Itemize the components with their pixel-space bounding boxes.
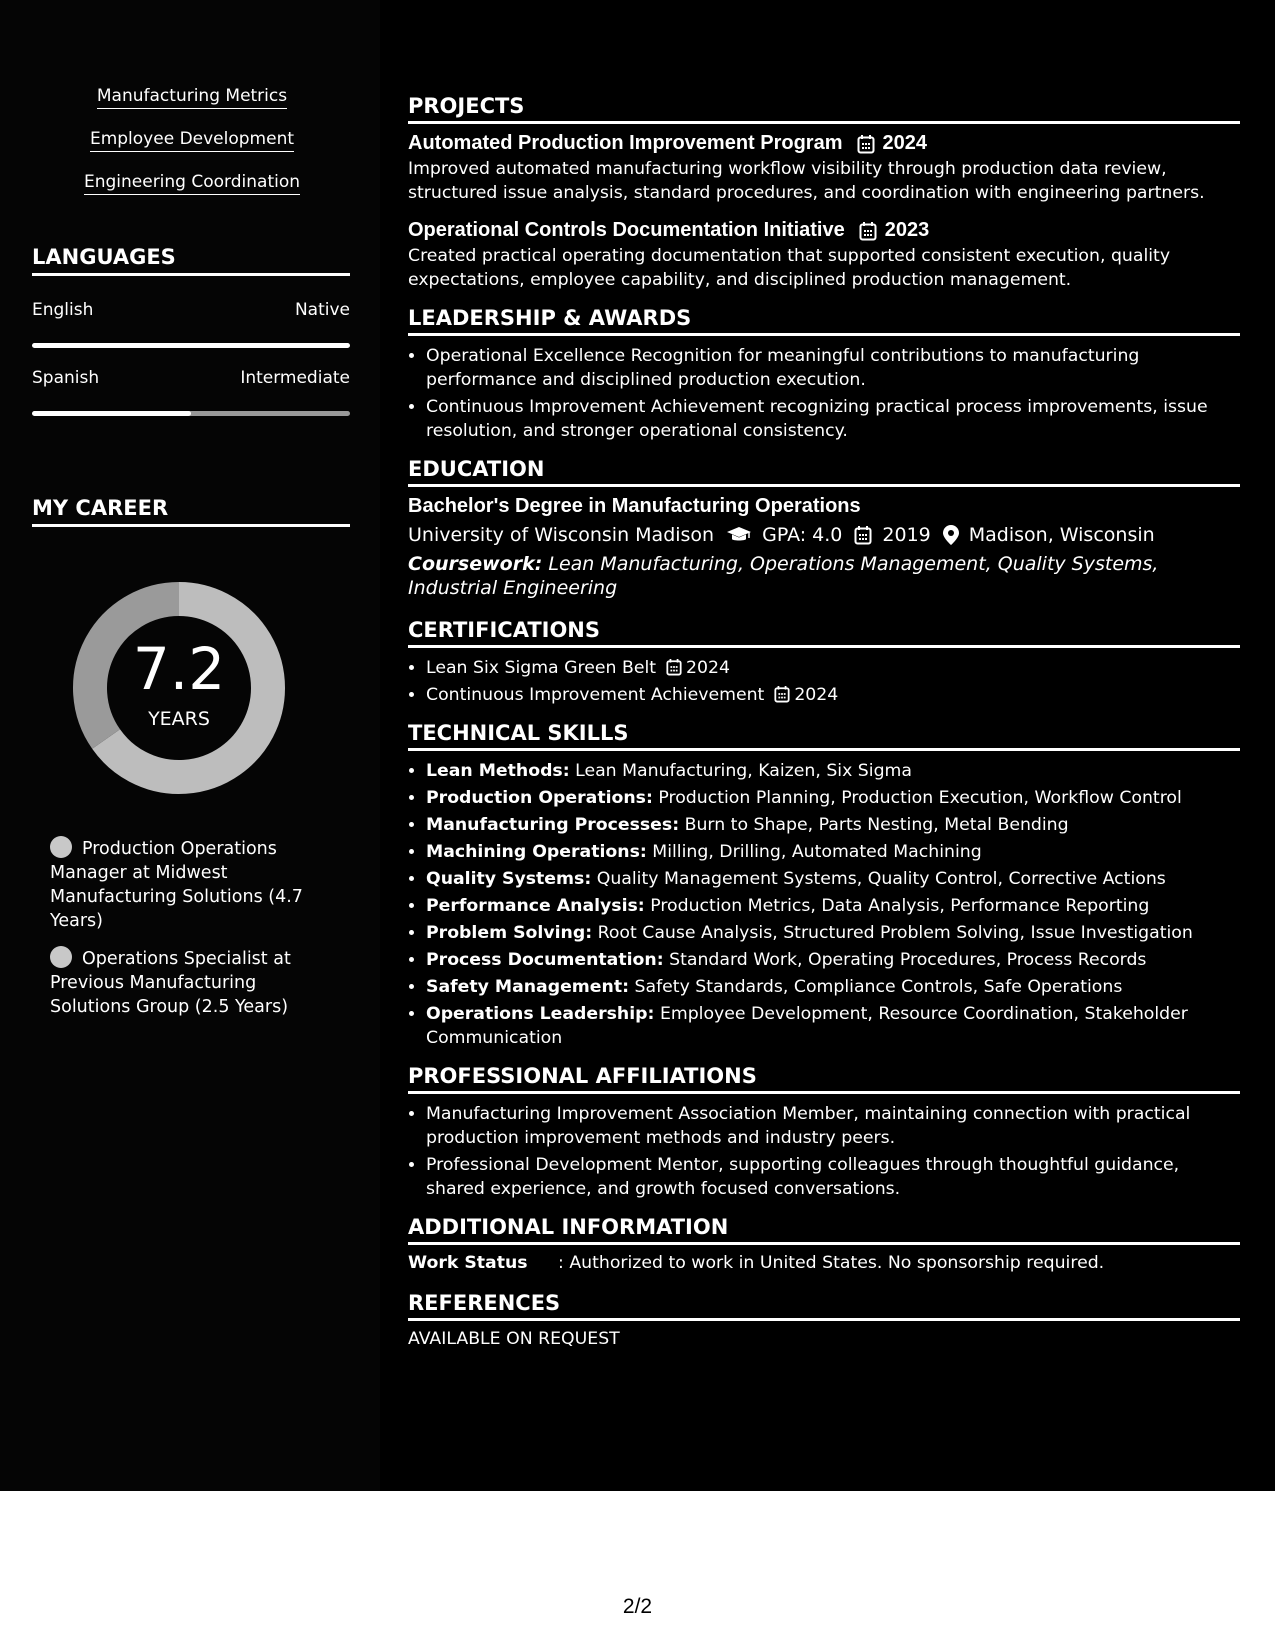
language-name: Spanish bbox=[32, 368, 100, 388]
skill-tag: Employee Development bbox=[90, 129, 294, 152]
references-heading: REFERENCES bbox=[408, 1291, 1240, 1321]
certification-year: 2024 bbox=[794, 685, 839, 705]
list-item bbox=[426, 1002, 1240, 1050]
list-item bbox=[426, 759, 1240, 783]
career-item bbox=[50, 836, 312, 933]
school-name: University of Wisconsin Madison bbox=[408, 524, 715, 546]
skill-values: Safety Standards, Compliance Controls, Safe Operations bbox=[634, 977, 1123, 997]
references-text: AVAILABLE ON REQUEST bbox=[408, 1329, 620, 1349]
language-row bbox=[32, 368, 350, 388]
skill-label: Lean Methods: bbox=[426, 761, 570, 781]
page-number: 2/2 bbox=[622, 1595, 653, 1618]
skill-values: Lean Manufacturing, Kaizen, Six Sigma bbox=[575, 761, 912, 781]
language-proficiency-bar bbox=[32, 411, 350, 416]
affiliations-list bbox=[408, 1102, 1240, 1201]
skill-label: Production Operations: bbox=[426, 788, 653, 808]
list-item: • Continuous Improvement Achievement recognizing practical process improvements, issue resolution, and stronger operational consistency. bbox=[426, 395, 1240, 443]
project-title: Automated Production Improvement Program bbox=[408, 132, 843, 154]
skill-label: Machining Operations: bbox=[426, 842, 647, 862]
map-pin-icon bbox=[943, 525, 959, 545]
list-item bbox=[426, 813, 1240, 837]
list-item bbox=[426, 683, 1240, 707]
certification-year: 2024 bbox=[686, 658, 731, 678]
leadership-list bbox=[408, 344, 1240, 443]
skill-values: Burn to Shape, Parts Nesting, Metal Bending bbox=[684, 815, 1069, 835]
coursework-list: Lean Manufacturing, Operations Management, Quality Systems, Industrial Engineering bbox=[408, 553, 1159, 599]
career-heading: MY CAREER bbox=[32, 496, 350, 527]
list-item bbox=[426, 840, 1240, 864]
career-item-text: Operations Specialist at Previous Manufacturing Solutions Group (2.5 Years) bbox=[50, 949, 291, 1017]
graduation-year: 2019 bbox=[882, 524, 931, 546]
language-row bbox=[32, 300, 350, 320]
language-level: Intermediate bbox=[240, 368, 350, 388]
project-year: 2023 bbox=[884, 219, 930, 241]
technical-skills-list bbox=[408, 759, 1240, 1050]
skill-label: Process Documentation: bbox=[426, 950, 664, 970]
work-status-row bbox=[408, 1253, 1240, 1273]
language-level: Native bbox=[294, 300, 350, 320]
skill-values: Milling, Drilling, Automated Machining bbox=[652, 842, 982, 862]
career-total-unit: YEARS bbox=[148, 708, 210, 730]
language-proficiency-bar bbox=[32, 343, 350, 348]
coursework-label: Coursework: bbox=[408, 553, 543, 575]
career-dot-icon bbox=[50, 836, 72, 858]
skill-label: Safety Management: bbox=[426, 977, 630, 997]
work-status-value: : Authorized to work in United States. No sponsorship required. bbox=[558, 1253, 1105, 1273]
list-item bbox=[426, 948, 1240, 972]
affiliations-heading: PROFESSIONAL AFFILIATIONS bbox=[408, 1064, 1240, 1094]
technical-skills-heading: TECHNICAL SKILLS bbox=[408, 721, 1240, 751]
skill-values: Production Planning, Production Execution, Workflow Control bbox=[658, 788, 1182, 808]
list-item: • Operational Excellence Recognition for meaningful contributions to manufacturing performance and disciplined production execution. bbox=[426, 344, 1240, 392]
project-title: Operational Controls Documentation Initiative bbox=[408, 219, 845, 241]
project-description: Created practical operating documentation that supported consistent execution, quality expectations, employee capability, and disciplined production management. bbox=[408, 246, 1171, 290]
certification-name: Lean Six Sigma Green Belt bbox=[426, 658, 657, 678]
language-proficiency-fill bbox=[32, 343, 350, 348]
certifications-list bbox=[408, 656, 1240, 707]
career-dot-icon bbox=[50, 946, 72, 968]
skill-tag: Engineering Coordination bbox=[84, 172, 300, 195]
language-name: English bbox=[32, 300, 94, 320]
sidebar bbox=[0, 0, 380, 1491]
project-title-row bbox=[408, 219, 1240, 242]
skill-values: Quality Management Systems, Quality Control, Corrective Actions bbox=[596, 869, 1166, 889]
skill-values: Root Cause Analysis, Structured Problem Solving, Issue Investigation bbox=[597, 923, 1193, 943]
gpa: GPA: 4.0 bbox=[762, 524, 843, 546]
list-item bbox=[426, 894, 1240, 918]
skill-label: Performance Analysis: bbox=[426, 896, 645, 916]
career-item bbox=[50, 946, 312, 1019]
education-heading: EDUCATION bbox=[408, 457, 1240, 487]
skill-values: Production Metrics, Data Analysis, Performance Reporting bbox=[650, 896, 1150, 916]
list-item: • Manufacturing Improvement Association Member, maintaining connection with practical production improvement methods and industry peers. bbox=[426, 1102, 1240, 1150]
degree-title: Bachelor's Degree in Manufacturing Operations bbox=[408, 495, 861, 517]
career-total-value: 7.2 bbox=[132, 635, 226, 703]
education-location: Madison, Wisconsin bbox=[968, 524, 1155, 546]
certifications-heading: CERTIFICATIONS bbox=[408, 618, 1240, 648]
calendar-icon bbox=[774, 685, 790, 703]
leadership-heading: LEADERSHIP & AWARDS bbox=[408, 306, 1240, 336]
skill-label: Operations Leadership: bbox=[426, 1004, 655, 1024]
list-item bbox=[426, 656, 1240, 680]
calendar-icon bbox=[854, 525, 872, 545]
list-item bbox=[426, 921, 1240, 945]
list-item bbox=[426, 867, 1240, 891]
list-item: • Professional Development Mentor, supporting colleagues through thoughtful guidance, shared experience, and growth focused conversations. bbox=[426, 1153, 1240, 1201]
skill-label: Problem Solving: bbox=[426, 923, 593, 943]
calendar-icon bbox=[666, 658, 682, 676]
skill-values: Employee Development, Resource Coordination, Stakeholder Communication bbox=[426, 1004, 1188, 1048]
additional-info-heading: ADDITIONAL INFORMATION bbox=[408, 1215, 1240, 1245]
skill-label: Manufacturing Processes: bbox=[426, 815, 680, 835]
project-year: 2024 bbox=[882, 132, 927, 154]
skills-list bbox=[32, 86, 352, 215]
education-details bbox=[408, 524, 1240, 546]
coursework bbox=[408, 552, 1240, 600]
language-proficiency-fill bbox=[32, 411, 191, 416]
project-description: Improved automated manufacturing workflow visibility through production data review, structured issue analysis, standard procedures, and coordination with engineering partners. bbox=[408, 159, 1205, 203]
main-content bbox=[408, 94, 1240, 1349]
skill-label: Quality Systems: bbox=[426, 869, 592, 889]
list-item bbox=[426, 786, 1240, 810]
certification-name: Continuous Improvement Achievement bbox=[426, 685, 765, 705]
career-item-text: Production Operations Manager at Midwest Manufacturing Solutions (4.7 Years) bbox=[50, 839, 303, 931]
project-title-row bbox=[408, 132, 1240, 155]
languages-heading: LANGUAGES bbox=[32, 245, 350, 276]
graduation-cap-icon bbox=[726, 526, 752, 544]
skill-values: Standard Work, Operating Procedures, Process Records bbox=[669, 950, 1147, 970]
skill-tag: Manufacturing Metrics bbox=[97, 86, 287, 109]
calendar-icon bbox=[857, 134, 875, 154]
work-status-label: Work Status bbox=[408, 1253, 528, 1273]
projects-heading: PROJECTS bbox=[408, 94, 1240, 124]
calendar-icon bbox=[859, 221, 877, 241]
list-item bbox=[426, 975, 1240, 999]
